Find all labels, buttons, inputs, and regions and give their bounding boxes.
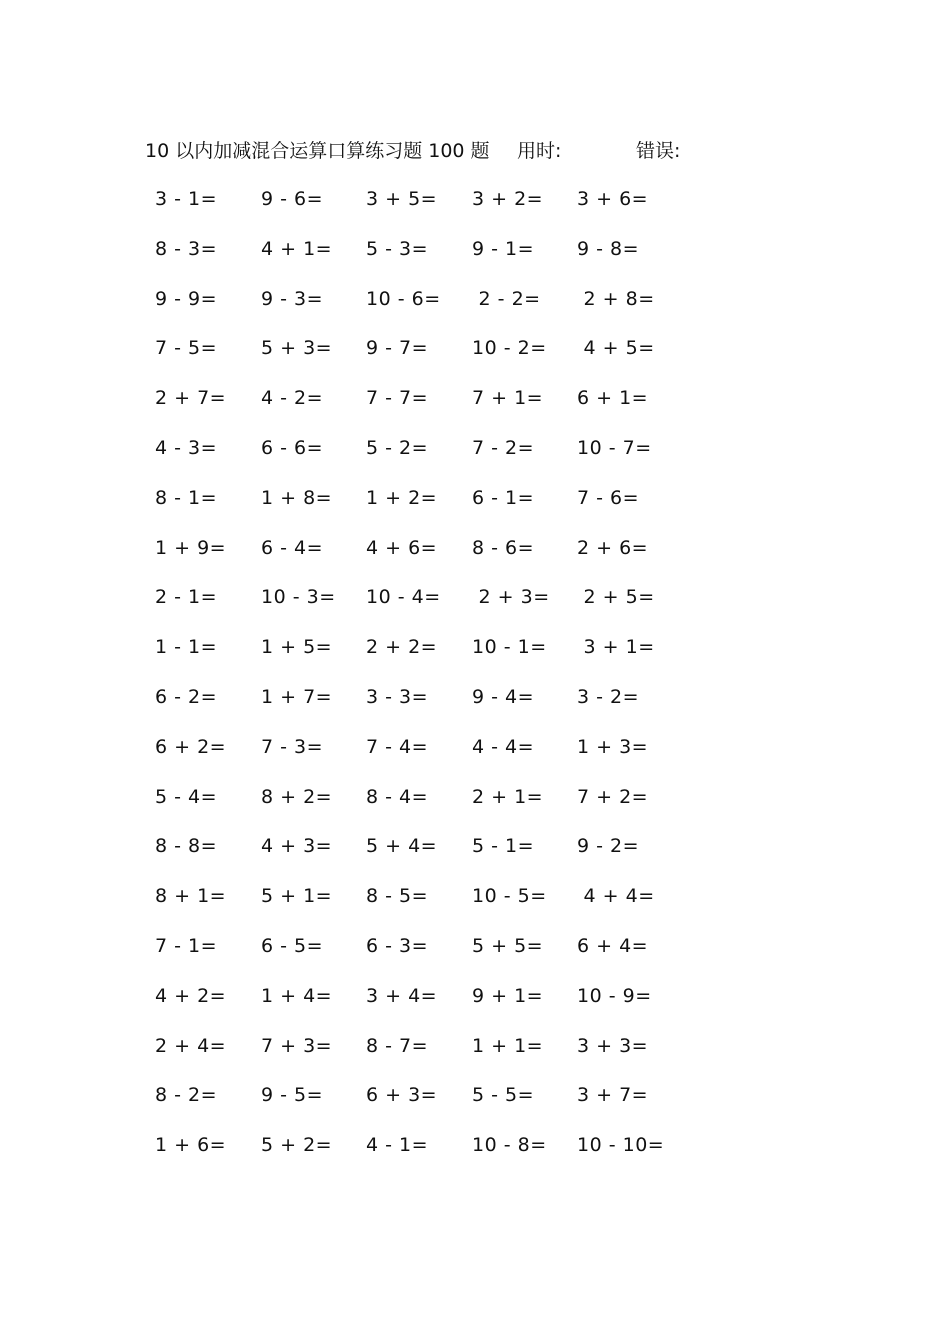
math-problem: 6 + 2= <box>155 735 227 758</box>
math-problem: 8 - 8= <box>155 835 218 858</box>
problem-row <box>0 484 950 534</box>
math-problem: 7 + 1= <box>472 387 544 410</box>
problem-row <box>0 882 950 932</box>
math-problem: 2 + 3= <box>472 586 550 609</box>
math-problem: 4 - 2= <box>261 387 324 410</box>
math-problem: 9 - 3= <box>261 287 324 310</box>
math-problem: 1 - 1= <box>155 636 218 659</box>
math-problem: 6 - 3= <box>366 934 429 957</box>
problem-row <box>0 1081 950 1131</box>
math-problem: 10 - 7= <box>577 436 652 459</box>
math-problem: 4 + 6= <box>366 536 438 559</box>
math-problem: 8 - 7= <box>366 1034 429 1057</box>
math-problem: 9 - 6= <box>261 188 324 210</box>
math-problem: 9 - 1= <box>472 237 535 260</box>
math-problem: 2 + 6= <box>577 536 649 559</box>
math-problem: 1 + 7= <box>261 685 333 708</box>
time-label: 用时: <box>517 140 562 162</box>
math-problem: 5 + 3= <box>261 337 333 360</box>
math-problem: 2 + 2= <box>366 636 438 659</box>
math-problem: 7 - 2= <box>472 436 535 459</box>
math-problem: 6 - 2= <box>155 685 218 708</box>
problem-row <box>0 783 950 833</box>
math-problem: 8 - 6= <box>472 536 535 559</box>
problem-row <box>0 1032 950 1082</box>
problem-row <box>0 334 950 384</box>
math-problem: 6 - 5= <box>261 934 324 957</box>
math-problem: 1 + 5= <box>261 636 333 659</box>
math-problem: 5 - 3= <box>366 237 429 260</box>
math-problem: 7 - 1= <box>155 934 218 957</box>
math-problem: 1 + 8= <box>261 486 333 509</box>
math-problem: 10 - 3= <box>261 586 336 609</box>
math-problem: 5 - 1= <box>472 835 535 858</box>
math-problem: 3 - 3= <box>366 685 429 708</box>
math-problem: 8 - 3= <box>155 237 218 260</box>
math-problem: 10 - 9= <box>577 984 652 1007</box>
math-problem: 5 + 5= <box>472 934 544 957</box>
math-problem: 7 + 2= <box>577 785 649 808</box>
math-problem: 5 - 5= <box>472 1084 535 1107</box>
math-problem: 4 - 3= <box>155 436 218 459</box>
math-problem: 9 - 9= <box>155 287 218 310</box>
math-problem: 1 + 3= <box>577 735 649 758</box>
math-problem: 1 + 1= <box>472 1034 544 1057</box>
problem-row <box>0 185 950 235</box>
math-problem: 3 + 7= <box>577 1084 649 1107</box>
math-problem: 3 + 1= <box>577 636 655 659</box>
math-problem: 4 + 4= <box>577 885 655 908</box>
math-problem: 9 - 8= <box>577 237 640 260</box>
math-problem: 2 + 8= <box>577 287 655 310</box>
math-problem: 4 - 1= <box>366 1134 429 1157</box>
math-problem: 3 + 6= <box>577 188 649 210</box>
problem-row <box>0 434 950 484</box>
problem-row <box>0 285 950 335</box>
math-problem: 10 - 6= <box>366 287 441 310</box>
math-problem: 9 - 7= <box>366 337 429 360</box>
math-problem: 2 + 5= <box>577 586 655 609</box>
math-problem: 6 + 4= <box>577 934 649 957</box>
math-problem: 3 - 2= <box>577 685 640 708</box>
problem-row <box>0 583 950 633</box>
math-problem: 4 + 2= <box>155 984 227 1007</box>
math-problem: 2 + 4= <box>155 1034 227 1057</box>
math-problem: 5 + 2= <box>261 1134 333 1157</box>
math-problem: 4 - 4= <box>472 735 535 758</box>
math-problem: 1 + 9= <box>155 536 227 559</box>
math-problem: 7 + 3= <box>261 1034 333 1057</box>
problem-row <box>0 633 950 683</box>
math-problem: 10 - 5= <box>472 885 547 908</box>
problem-row <box>0 733 950 783</box>
math-problem: 7 - 4= <box>366 735 429 758</box>
math-problem: 5 - 2= <box>366 436 429 459</box>
math-problem: 7 - 5= <box>155 337 218 360</box>
math-problem: 6 - 4= <box>261 536 324 559</box>
math-problem: 3 - 1= <box>155 188 218 210</box>
math-problem: 6 - 1= <box>472 486 535 509</box>
math-problem: 3 + 3= <box>577 1034 649 1057</box>
math-problem: 3 + 2= <box>472 188 544 210</box>
math-problem: 2 - 2= <box>472 287 541 310</box>
problem-row <box>0 384 950 434</box>
problem-row <box>0 982 950 1032</box>
math-problem: 1 + 4= <box>261 984 333 1007</box>
math-problem: 9 + 1= <box>472 984 544 1007</box>
math-problem: 8 + 2= <box>261 785 333 808</box>
math-problem: 9 - 2= <box>577 835 640 858</box>
problem-grid <box>0 185 950 1181</box>
problem-row <box>0 1131 950 1181</box>
math-problem: 2 + 7= <box>155 387 227 410</box>
math-problem: 10 - 2= <box>472 337 547 360</box>
math-problem: 8 - 4= <box>366 785 429 808</box>
math-problem: 7 - 6= <box>577 486 640 509</box>
math-problem: 6 + 3= <box>366 1084 438 1107</box>
math-problem: 8 + 1= <box>155 885 227 908</box>
math-problem: 8 - 5= <box>366 885 429 908</box>
math-problem: 10 - 10= <box>577 1134 665 1157</box>
errors-label: 错误: <box>636 140 681 162</box>
math-problem: 10 - 1= <box>472 636 547 659</box>
math-problem: 6 + 1= <box>577 387 649 410</box>
page-title: 10 以内加减混合运算口算练习题 100 题 <box>145 140 490 162</box>
math-problem: 10 - 4= <box>366 586 441 609</box>
math-problem: 1 + 2= <box>366 486 438 509</box>
math-problem: 7 - 3= <box>261 735 324 758</box>
math-problem: 10 - 8= <box>472 1134 547 1157</box>
math-problem: 5 - 4= <box>155 785 218 808</box>
math-problem: 1 + 6= <box>155 1134 227 1157</box>
math-problem: 4 + 1= <box>261 237 333 260</box>
math-problem: 5 + 4= <box>366 835 438 858</box>
math-problem: 2 + 1= <box>472 785 544 808</box>
math-problem: 8 - 2= <box>155 1084 218 1107</box>
math-problem: 6 - 6= <box>261 436 324 459</box>
problem-row <box>0 832 950 882</box>
problem-row <box>0 534 950 584</box>
problem-row <box>0 683 950 733</box>
math-problem: 4 + 5= <box>577 337 655 360</box>
problem-row <box>0 932 950 982</box>
math-problem: 3 + 4= <box>366 984 438 1007</box>
math-problem: 5 + 1= <box>261 885 333 908</box>
math-problem: 8 - 1= <box>155 486 218 509</box>
math-problem: 3 + 5= <box>366 188 438 210</box>
math-problem: 9 - 5= <box>261 1084 324 1107</box>
math-problem: 9 - 4= <box>472 685 535 708</box>
problem-row <box>0 235 950 285</box>
math-problem: 4 + 3= <box>261 835 333 858</box>
math-problem: 7 - 7= <box>366 387 429 410</box>
math-problem: 2 - 1= <box>155 586 218 609</box>
